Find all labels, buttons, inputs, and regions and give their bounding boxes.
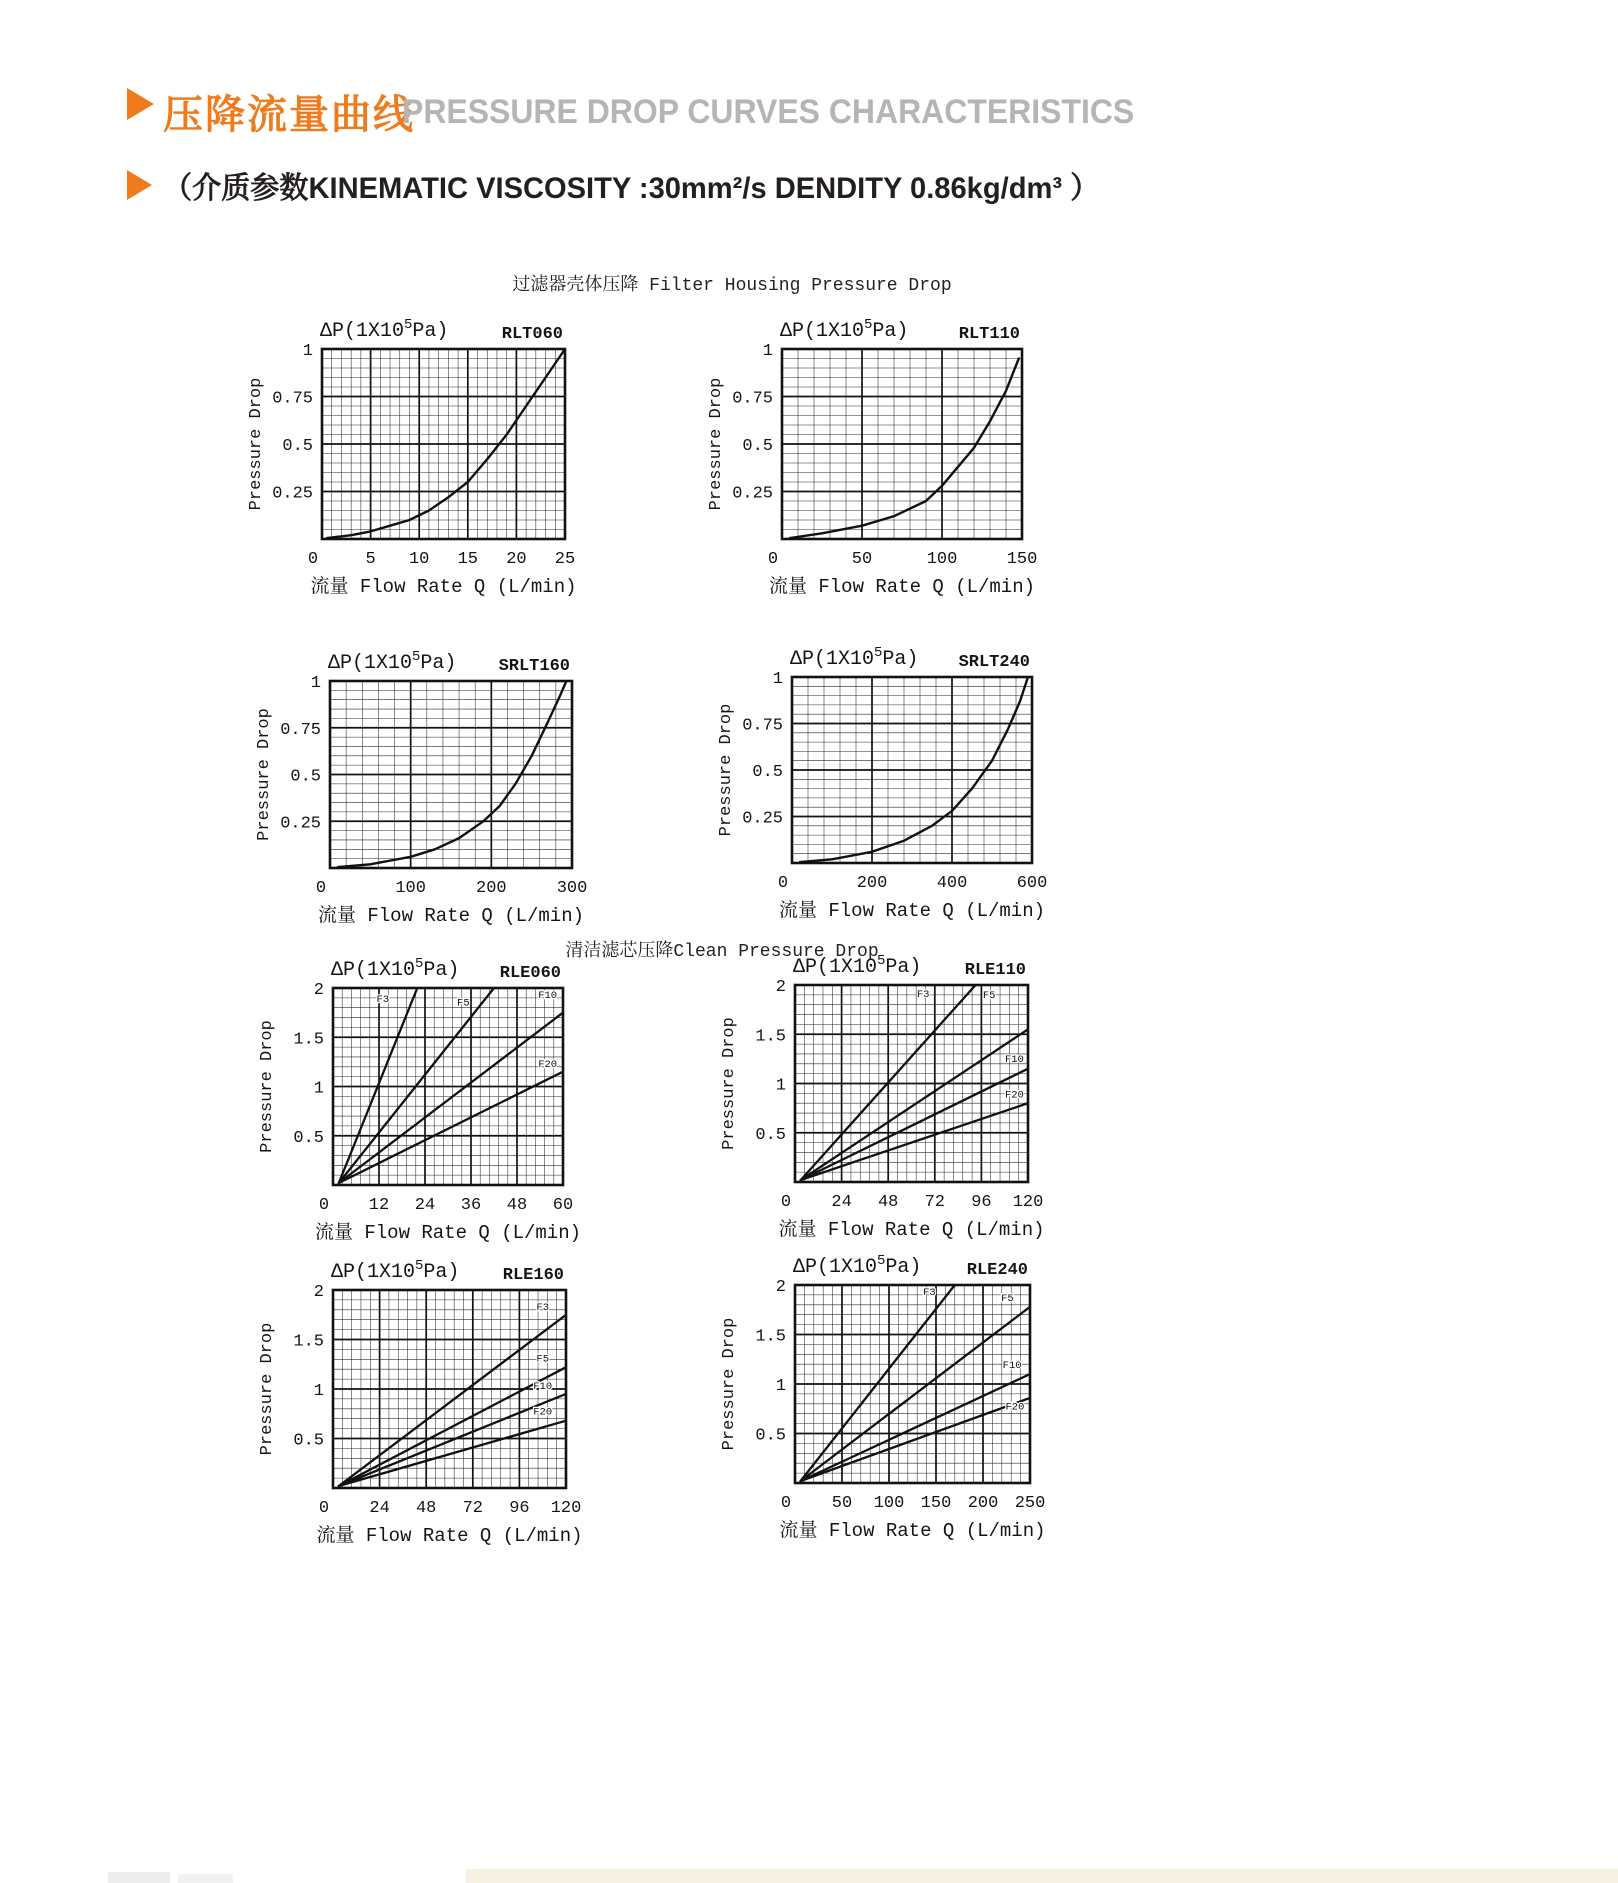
x-tick-label: 0 — [318, 1499, 330, 1518]
x-tick-label: 60 — [552, 1196, 574, 1215]
flow-rate-xlabel: 流量 Flow Rate Q (L/min) — [316, 1525, 583, 1547]
media-parameters-subtitle: （介质参数KINEMATIC VISCOSITY :30mm²/s DENDITY 0.86kg/dm³ ） — [163, 172, 1100, 205]
x-tick-label: 48 — [415, 1499, 437, 1518]
flow-rate-xlabel: 流量 Flow Rate Q (L/min) — [779, 1520, 1046, 1542]
chart-rlt110 — [687, 297, 1067, 617]
x-tick-label: 400 — [936, 874, 968, 893]
chart-model-label: SRLT240 — [958, 653, 1030, 672]
pressure-drop-ylabel: Pressure Drop — [707, 377, 726, 511]
series-label: F3 — [923, 1286, 936, 1299]
y-tick-label: 0.75 — [280, 720, 321, 740]
x-tick-label: 0 — [767, 550, 779, 569]
x-tick-label: 0 — [777, 874, 789, 893]
x-tick-label: 200 — [856, 874, 888, 893]
x-tick-label: 120 — [1012, 1193, 1044, 1212]
dp-axis-title: $\Delta P(1X10^5Pa)$ — [793, 953, 922, 979]
x-tick-label: 100 — [926, 550, 958, 569]
pressure-drop-ylabel: Pressure Drop — [717, 703, 736, 837]
plot-series — [339, 988, 563, 1183]
y-tick-label: 0.5 — [742, 437, 773, 456]
chart-model-label: RLE160 — [502, 1266, 564, 1285]
y-tick-label: 1 — [313, 1079, 324, 1099]
bullet-arrow-icon — [127, 88, 154, 120]
pressure-drop-ylabel: Pressure Drop — [258, 1322, 277, 1456]
x-tick-label: 24 — [369, 1499, 390, 1518]
y-tick-label: 1.5 — [755, 1327, 786, 1347]
x-tick-label: 0 — [780, 1494, 792, 1513]
y-tick-label: 2 — [313, 981, 324, 1000]
chart-rle060 — [238, 936, 608, 1263]
y-tick-label: 1.5 — [755, 1027, 786, 1047]
chart-svg — [700, 1233, 1075, 1561]
plot-series — [801, 1285, 1030, 1481]
chart-model-label: RLE240 — [966, 1261, 1028, 1280]
x-tick-label: 12 — [368, 1196, 390, 1215]
x-tick-label: 200 — [967, 1494, 999, 1513]
x-tick-label: 25 — [554, 550, 576, 569]
x-tick-label: 15 — [457, 550, 479, 569]
series-label: F20 — [1004, 1089, 1024, 1102]
y-tick-label: 0.25 — [732, 484, 773, 504]
series-label: F10 — [533, 1381, 553, 1393]
footer-block — [108, 1872, 170, 1883]
x-tick-label: 600 — [1016, 874, 1048, 893]
x-tick-label: 24 — [414, 1196, 436, 1215]
x-tick-label: 100 — [873, 1494, 905, 1513]
x-tick-label: 200 — [476, 879, 507, 898]
footer-block — [178, 1874, 233, 1883]
y-tick-label: 1 — [302, 342, 313, 361]
series-label: F3 — [536, 1301, 550, 1314]
x-tick-label: 96 — [509, 1499, 530, 1518]
y-tick-label: 2 — [775, 978, 786, 997]
pressure-drop-ylabel: Pressure Drop — [247, 377, 266, 511]
y-tick-label: 0.25 — [280, 814, 321, 834]
x-tick-label: 0 — [780, 1193, 792, 1212]
y-tick-label: 0.75 — [742, 716, 783, 736]
x-tick-label: 48 — [506, 1196, 528, 1215]
x-tick-label: 0 — [315, 879, 327, 898]
chart-model-label: RLT060 — [501, 325, 563, 344]
y-tick-label: 0.5 — [290, 767, 321, 787]
y-tick-label: 1 — [775, 1377, 786, 1396]
y-tick-label: 1.5 — [293, 1332, 324, 1352]
x-tick-label: 120 — [550, 1499, 582, 1518]
y-tick-label: 1 — [310, 674, 321, 693]
series-label: F20 — [533, 1406, 553, 1419]
chart-model-label: RLE110 — [964, 961, 1026, 980]
section-title-element: 清洁滤芯压降Clean Pressure Drop — [565, 942, 879, 962]
x-tick-label: 50 — [831, 1494, 853, 1513]
chart-rle160 — [238, 1238, 611, 1566]
flow-rate-xlabel: 流量 Flow Rate Q (L/min) — [778, 1219, 1045, 1241]
y-tick-label: 0.75 — [272, 389, 313, 409]
page-title-en: PRESSURE DROP CURVES CHARACTERISTICS — [402, 93, 1135, 131]
bullet-arrow-icon — [127, 170, 152, 200]
pressure-drop-ylabel: Pressure Drop — [720, 1017, 739, 1150]
y-tick-label: 0.5 — [282, 437, 313, 456]
flow-rate-xlabel: 流量 Flow Rate Q (L/min) — [314, 1222, 582, 1244]
y-tick-label: 0.5 — [752, 763, 783, 782]
x-tick-label: 36 — [460, 1196, 482, 1215]
dp-axis-title: $\Delta P(1X10^5Pa)$ — [331, 956, 460, 982]
chart-svg — [697, 625, 1077, 941]
x-tick-label: 72 — [924, 1193, 946, 1212]
y-tick-label: 0.5 — [293, 1431, 324, 1451]
chart-srlt160 — [235, 629, 617, 946]
page-title-cn: 压降流量曲线 — [163, 93, 415, 137]
plot-series — [790, 359, 1019, 539]
y-tick-label: 2 — [775, 1278, 786, 1297]
chart-svg — [238, 936, 608, 1263]
series-label: F3 — [376, 993, 390, 1006]
y-tick-label: 1 — [313, 1382, 324, 1401]
plot-series — [339, 1315, 566, 1486]
y-tick-label: 1 — [772, 670, 783, 689]
dp-axis-title: $\Delta P(1X10^5Pa)$ — [328, 649, 457, 675]
series-label: F20 — [1005, 1401, 1025, 1414]
y-tick-label: 0.25 — [272, 484, 313, 504]
series-label: F3 — [916, 988, 930, 1001]
x-tick-label: 0 — [307, 550, 319, 569]
y-tick-label: 0.5 — [755, 1426, 786, 1446]
footer-strip — [466, 1869, 1618, 1883]
chart-rlt060 — [227, 297, 610, 617]
flow-rate-xlabel: 流量 Flow Rate Q (L/min) — [317, 905, 585, 927]
plot-series — [801, 985, 1028, 1180]
y-tick-label: 0.25 — [742, 809, 783, 829]
series-label: F5 — [982, 989, 996, 1002]
dp-axis-title: $\Delta P(1X10^5Pa)$ — [320, 317, 449, 343]
chart-model-label: SRLT160 — [498, 657, 570, 676]
x-tick-label: 100 — [395, 879, 426, 898]
series-label: F10 — [1004, 1053, 1024, 1066]
dp-axis-title: $\Delta P(1X10^5Pa)$ — [331, 1258, 460, 1284]
series-label: F10 — [538, 989, 558, 1002]
chart-svg — [235, 629, 617, 946]
x-tick-label: 24 — [831, 1193, 852, 1212]
y-tick-label: 1 — [775, 1076, 786, 1096]
x-tick-label: 48 — [877, 1193, 899, 1212]
x-tick-label: 50 — [851, 550, 873, 569]
chart-svg — [700, 933, 1073, 1260]
y-tick-label: 0.5 — [755, 1125, 786, 1145]
dp-axis-title: $\Delta P(1X10^5Pa)$ — [780, 317, 909, 343]
series-label: F5 — [1001, 1292, 1014, 1305]
pressure-drop-ylabel: Pressure Drop — [720, 1317, 739, 1451]
x-tick-label: 250 — [1014, 1494, 1046, 1513]
y-tick-label: 1.5 — [293, 1030, 324, 1050]
chart-svg — [238, 1238, 611, 1566]
chart-rle240 — [700, 1233, 1075, 1561]
section-title-housing: 过滤器壳体压降 Filter Housing Pressure Drop — [512, 276, 952, 296]
x-tick-label: 150 — [1006, 550, 1038, 569]
series-label: F5 — [536, 1353, 550, 1366]
flow-rate-xlabel: 流量 Flow Rate Q (L/min) — [768, 576, 1036, 598]
chart-svg — [227, 297, 610, 617]
series-label: F20 — [538, 1058, 558, 1071]
flow-rate-xlabel: 流量 Flow Rate Q (L/min) — [310, 576, 577, 598]
pressure-drop-ylabel: Pressure Drop — [255, 708, 274, 841]
chart-rle110 — [700, 933, 1073, 1260]
x-tick-label: 0 — [318, 1196, 330, 1215]
series-label: F5 — [457, 997, 470, 1010]
x-tick-label: 72 — [462, 1499, 484, 1518]
x-tick-label: 300 — [556, 879, 588, 898]
y-tick-label: 0.75 — [732, 389, 773, 409]
pressure-drop-ylabel: Pressure Drop — [258, 1020, 277, 1153]
y-tick-label: 0.5 — [293, 1128, 324, 1148]
x-tick-label: 96 — [971, 1193, 992, 1212]
dp-axis-title: $\Delta P(1X10^5Pa)$ — [793, 1253, 922, 1279]
y-tick-label: 2 — [313, 1283, 324, 1302]
chart-model-label: RLT110 — [958, 325, 1020, 344]
x-tick-label: 10 — [408, 550, 430, 569]
flow-rate-xlabel: 流量 Flow Rate Q (L/min) — [778, 900, 1046, 922]
y-tick-label: 1 — [762, 342, 773, 361]
series-label: F10 — [1002, 1360, 1022, 1373]
x-tick-label: 20 — [506, 550, 527, 569]
chart-model-label: RLE060 — [499, 964, 561, 983]
chart-srlt240 — [697, 625, 1077, 941]
chart-svg — [687, 297, 1067, 617]
x-tick-label: 5 — [365, 550, 376, 569]
x-tick-label: 150 — [920, 1494, 952, 1513]
dp-axis-title: $\Delta P(1X10^5Pa)$ — [790, 645, 919, 671]
